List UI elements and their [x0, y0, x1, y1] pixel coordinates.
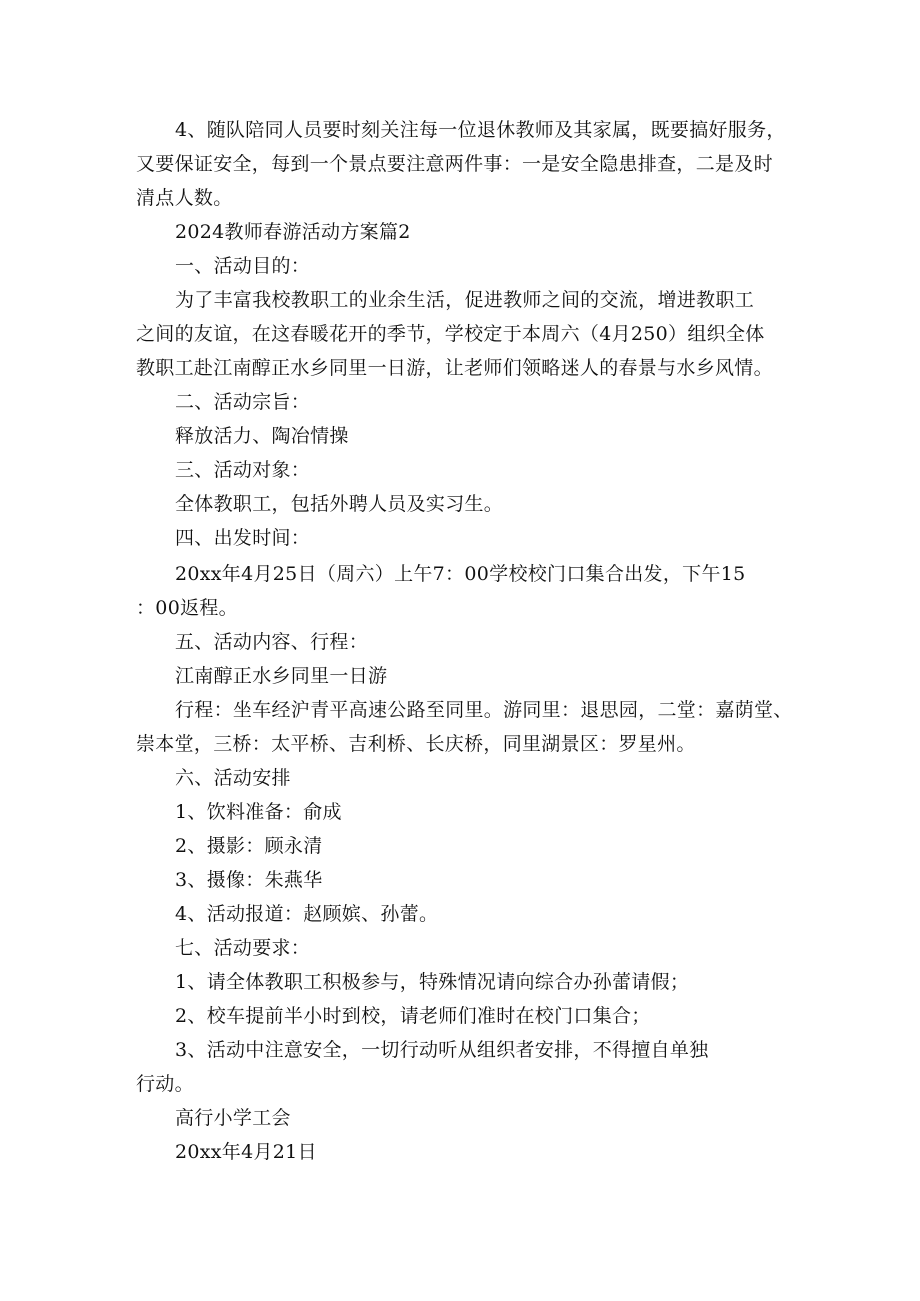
paragraph-line: 之间的友谊，在这春暖花开的季节，学校定于本周六（4月250）组织全体: [136, 323, 765, 345]
paragraph-line: 清点人数。: [136, 187, 233, 209]
list-item: 2、摄影：顾永清: [175, 835, 323, 857]
section-heading: 六、活动安排: [175, 767, 291, 789]
paragraph-line: 又要保证安全，每到一个景点要注意两件事：一是安全隐患排查，二是及时: [136, 153, 773, 175]
list-item: 2、校车提前半小时到校，请老师们准时在校门口集合；: [175, 1005, 651, 1027]
section-heading: 五、活动内容、行程：: [175, 631, 369, 653]
paragraph-line: 江南醇正水乡同里一日游: [175, 665, 388, 687]
paragraph-line: ：00返程。: [136, 597, 238, 619]
paragraph-line: 全体教职工，包括外聘人员及实习生。: [175, 493, 504, 515]
section-heading: 一、活动目的：: [175, 255, 311, 277]
signature-date: 20xx年4月21日: [175, 1141, 317, 1163]
paragraph-line: 为了丰富我校教职工的业余生活，促进教师之间的交流，增进教职工: [175, 289, 755, 311]
list-item: 行动。: [136, 1073, 194, 1095]
paragraph-line: 20xx年4月25日（周六）上午7：00学校校门口集合出发，下午15: [175, 563, 746, 585]
list-item: 1、饮料准备：俞成: [175, 801, 342, 823]
list-item: 4、活动报道：赵顾嫔、孙蕾。: [175, 903, 439, 925]
section-heading: 二、活动宗旨：: [175, 391, 311, 413]
section-heading: 三、活动对象：: [175, 459, 311, 481]
section-heading: 2024教师春游活动方案篇2: [175, 221, 411, 243]
paragraph-line: 释放活力、陶冶情操: [175, 425, 349, 447]
list-item: 3、摄像：朱燕华: [175, 869, 323, 891]
list-item: 1、请全体教职工积极参与，特殊情况请向综合办孙蕾请假；: [175, 971, 690, 993]
paragraph-line: 行程：坐车经沪青平高速公路至同里。游同里：退思园，二堂：嘉荫堂、: [175, 699, 793, 721]
section-heading: 七、活动要求：: [175, 937, 311, 959]
signature-org: 高行小学工会: [175, 1107, 291, 1129]
paragraph-line: 4、随队陪同人员要时刻关注每一位退休教师及其家属，既要搞好服务，: [175, 119, 786, 141]
paragraph-line: 崇本堂，三桥：太平桥、吉利桥、长庆桥，同里湖景区：罗星州。: [136, 733, 696, 755]
section-heading: 四、出发时间：: [175, 527, 311, 549]
list-item: 3、活动中注意安全，一切行动听从组织者安排，不得擅自单独: [175, 1039, 709, 1061]
paragraph-line: 教职工赴江南醇正水乡同里一日游，让老师们领略迷人的春景与水乡风情。: [136, 357, 773, 379]
